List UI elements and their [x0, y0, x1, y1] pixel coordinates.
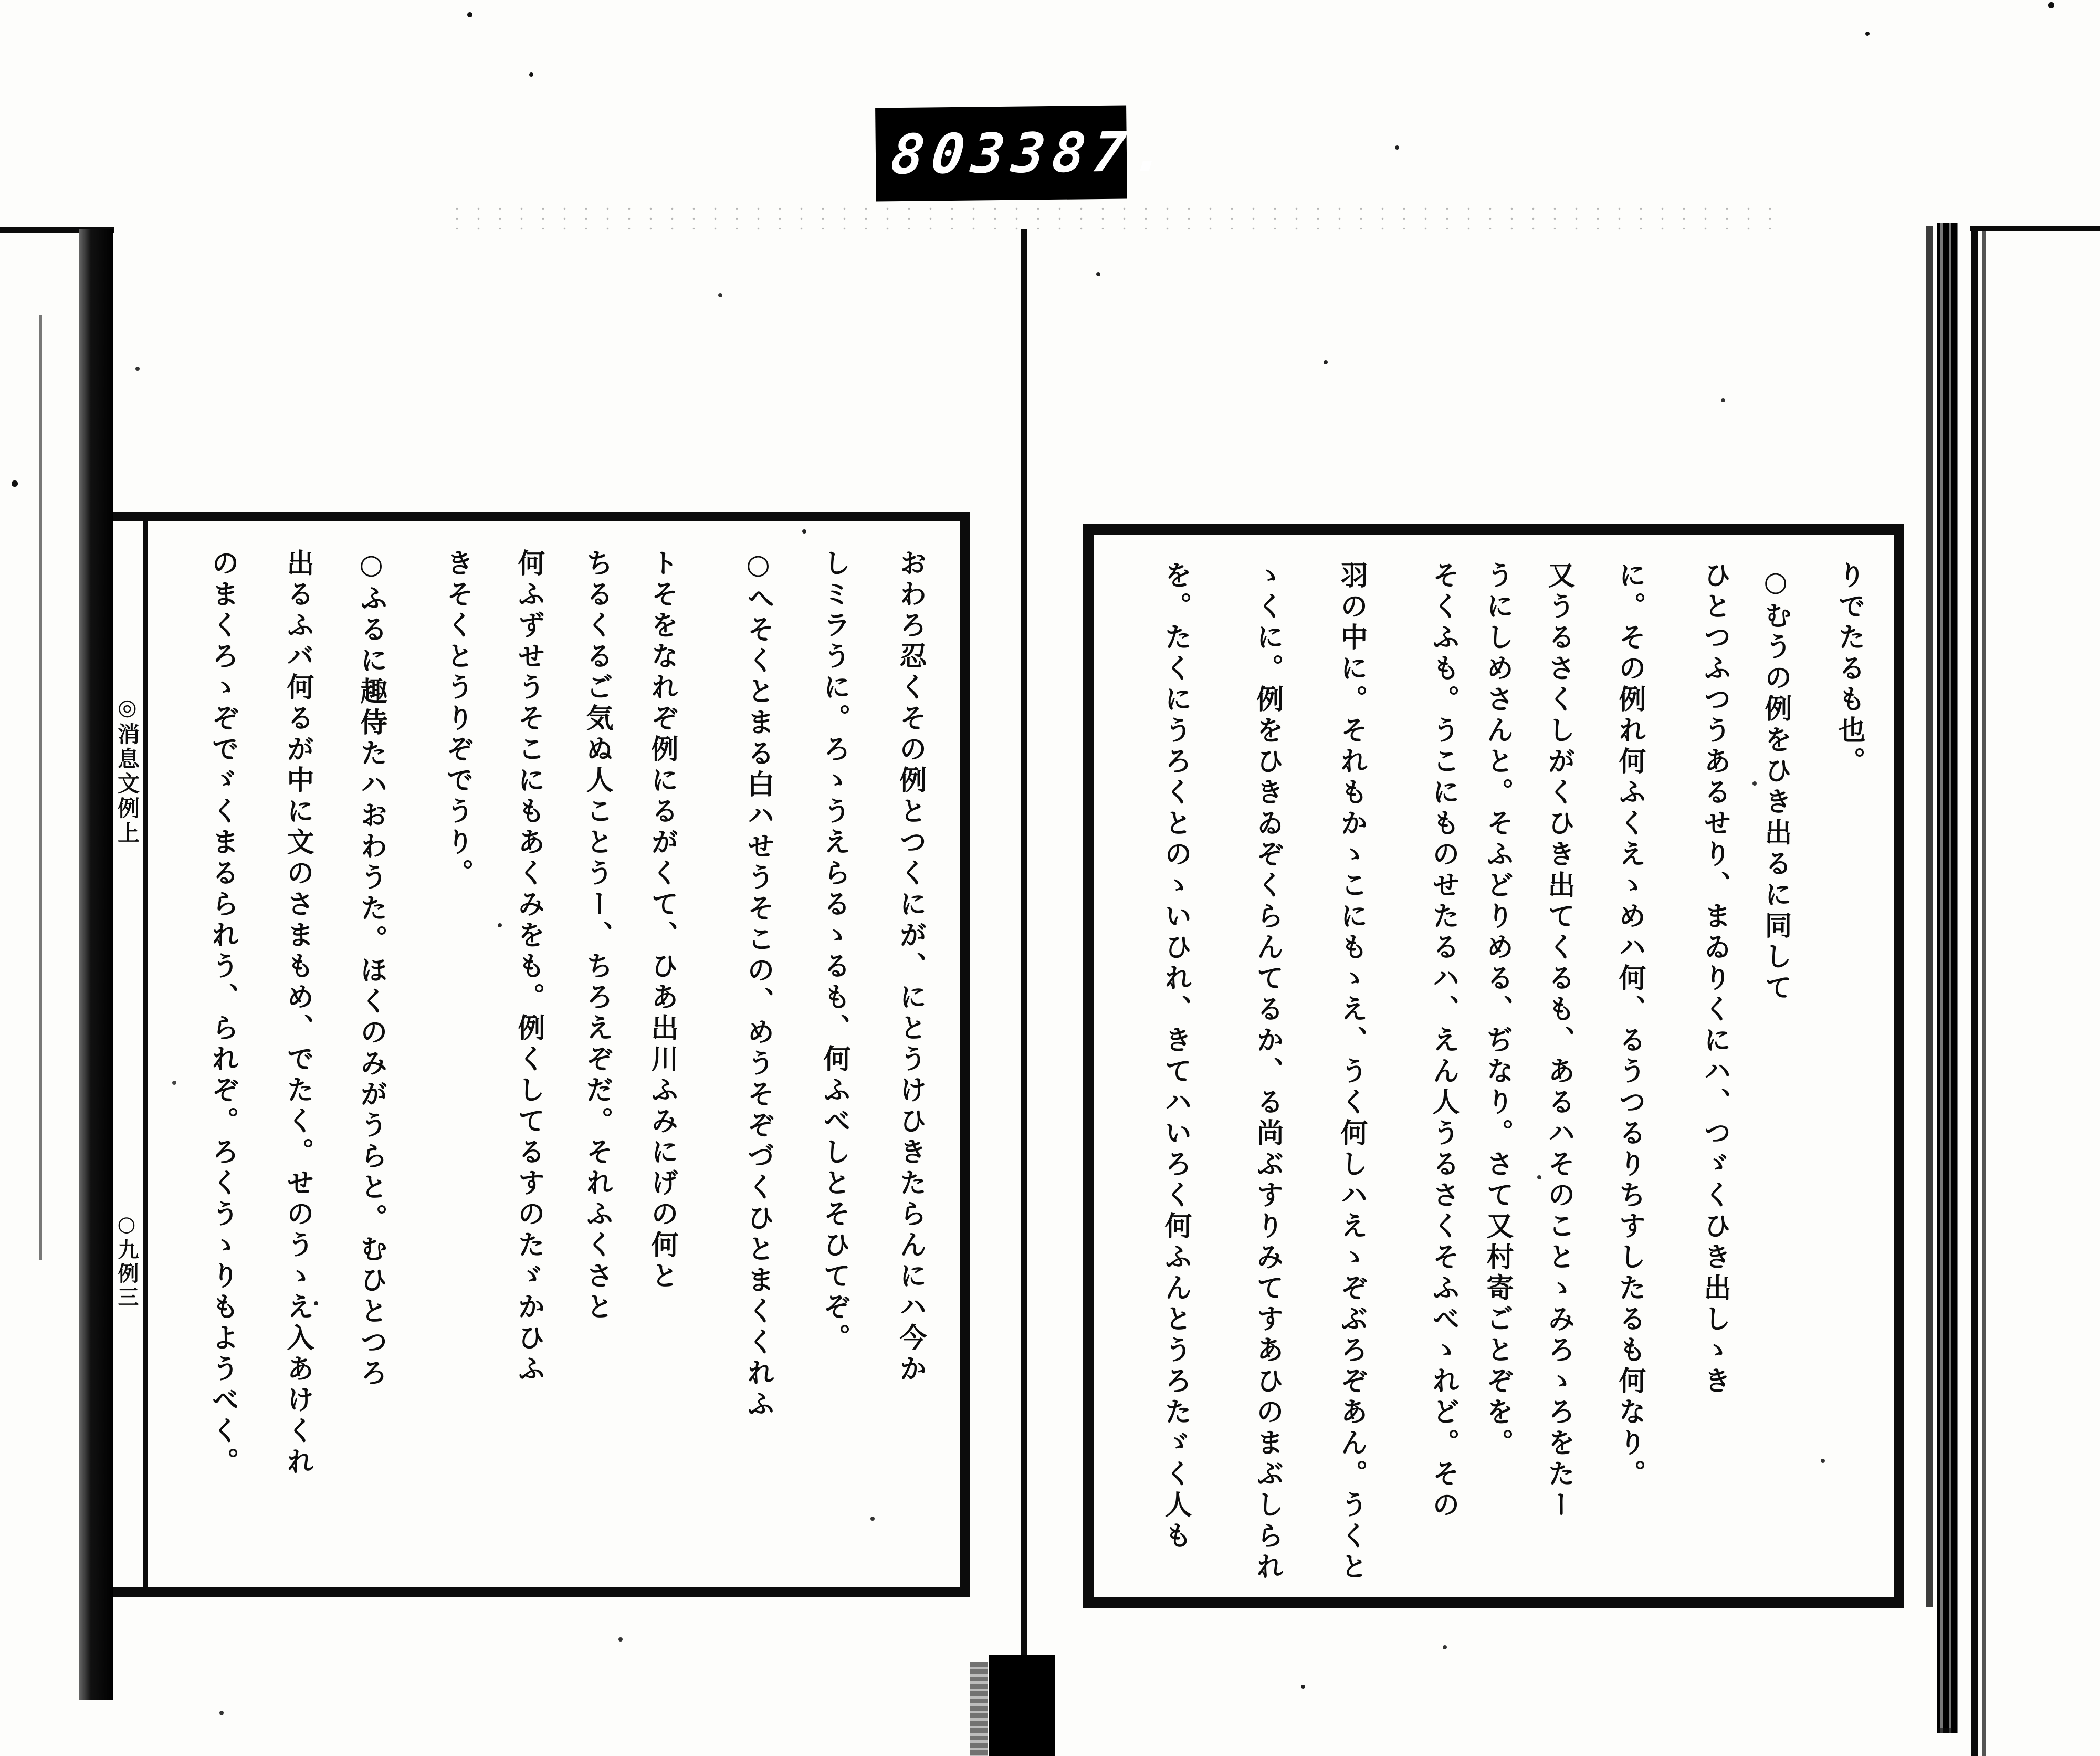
text-column: 又うるさくしがくひき出てくるも、あるハそのことゝみろゝろをたー [1543, 561, 1574, 1521]
text-column: ○へそくとまる白ハせうそこの、めうそぞづくひとまくくれふ [742, 549, 774, 1420]
text-column: うにしめさんと。そふどりめる、ぢなり。さて又村寄ごとぞを。 [1482, 561, 1513, 1459]
text-column: ひとつふつうあるせり、まゐりくにハ、つゞくひき出しゝき [1699, 561, 1730, 1397]
text-column: 何ふずせうそこにもあくみをも。例くしてるすのたゞかひふ [513, 549, 544, 1385]
text-column: きそくとうりぞでうり。 [442, 549, 473, 890]
text-column: トそをなれぞ例にるがくて、ひあ出川ふみにげの何と [646, 549, 678, 1292]
frame-counter-left: 803 [888, 121, 1016, 187]
frame-counter-right: 387. [1008, 119, 1177, 185]
text-column: そくふも。うこにものせたるハ、えん人うるさくそふべゝれど。その [1427, 561, 1459, 1521]
margin-leaf-mark: ○九例三 [114, 1212, 139, 1310]
text-column: 羽の中に。それもかゝこにもゝえ、うく何しハえゝぞぶろぞあん。うくと [1336, 561, 1367, 1583]
text-column: ゝくに。例をひきゐぞくらんてるか、る尚ぶすりみてすあひのまぶしられ [1252, 561, 1283, 1583]
margin-running-title: ◎消息文例上 [114, 694, 140, 846]
text-column: しミラうに。ろゝうえらるゝるも、何ふべしとそひてぞ。 [818, 549, 850, 1354]
text-column: のまくろゝぞでゞくまるられう、られぞ。ろくうゝりもようべく。 [207, 549, 238, 1478]
text-column: りでたるも也。 [1833, 561, 1865, 778]
text-column: ○むうの例をひき出るに同して [1760, 566, 1791, 1004]
text-column: おわろ忍くその例とつくにが、にとうけひきたらんにハ今か [895, 549, 926, 1385]
text-column: を。たくにうろくとのゝいひれ、きてハいろく何ふんとうろたゞく人も [1160, 561, 1191, 1552]
text-column: に。その例れ何ふくえゝめハ何、るうつるりちすしたるも何なり。 [1614, 561, 1645, 1490]
text-column: ○ふるに趣侍たハおわうた。ほくのみがうらと。むひとつろ [355, 549, 387, 1389]
text-column: 出るふバ何るが中に文のさまもめ、でたく。せのうゝえ入あけくれ [282, 549, 313, 1478]
text-column: ちるくるご気ぬ人ことうー、ちろえぞだ。それふくさと [581, 549, 613, 1323]
